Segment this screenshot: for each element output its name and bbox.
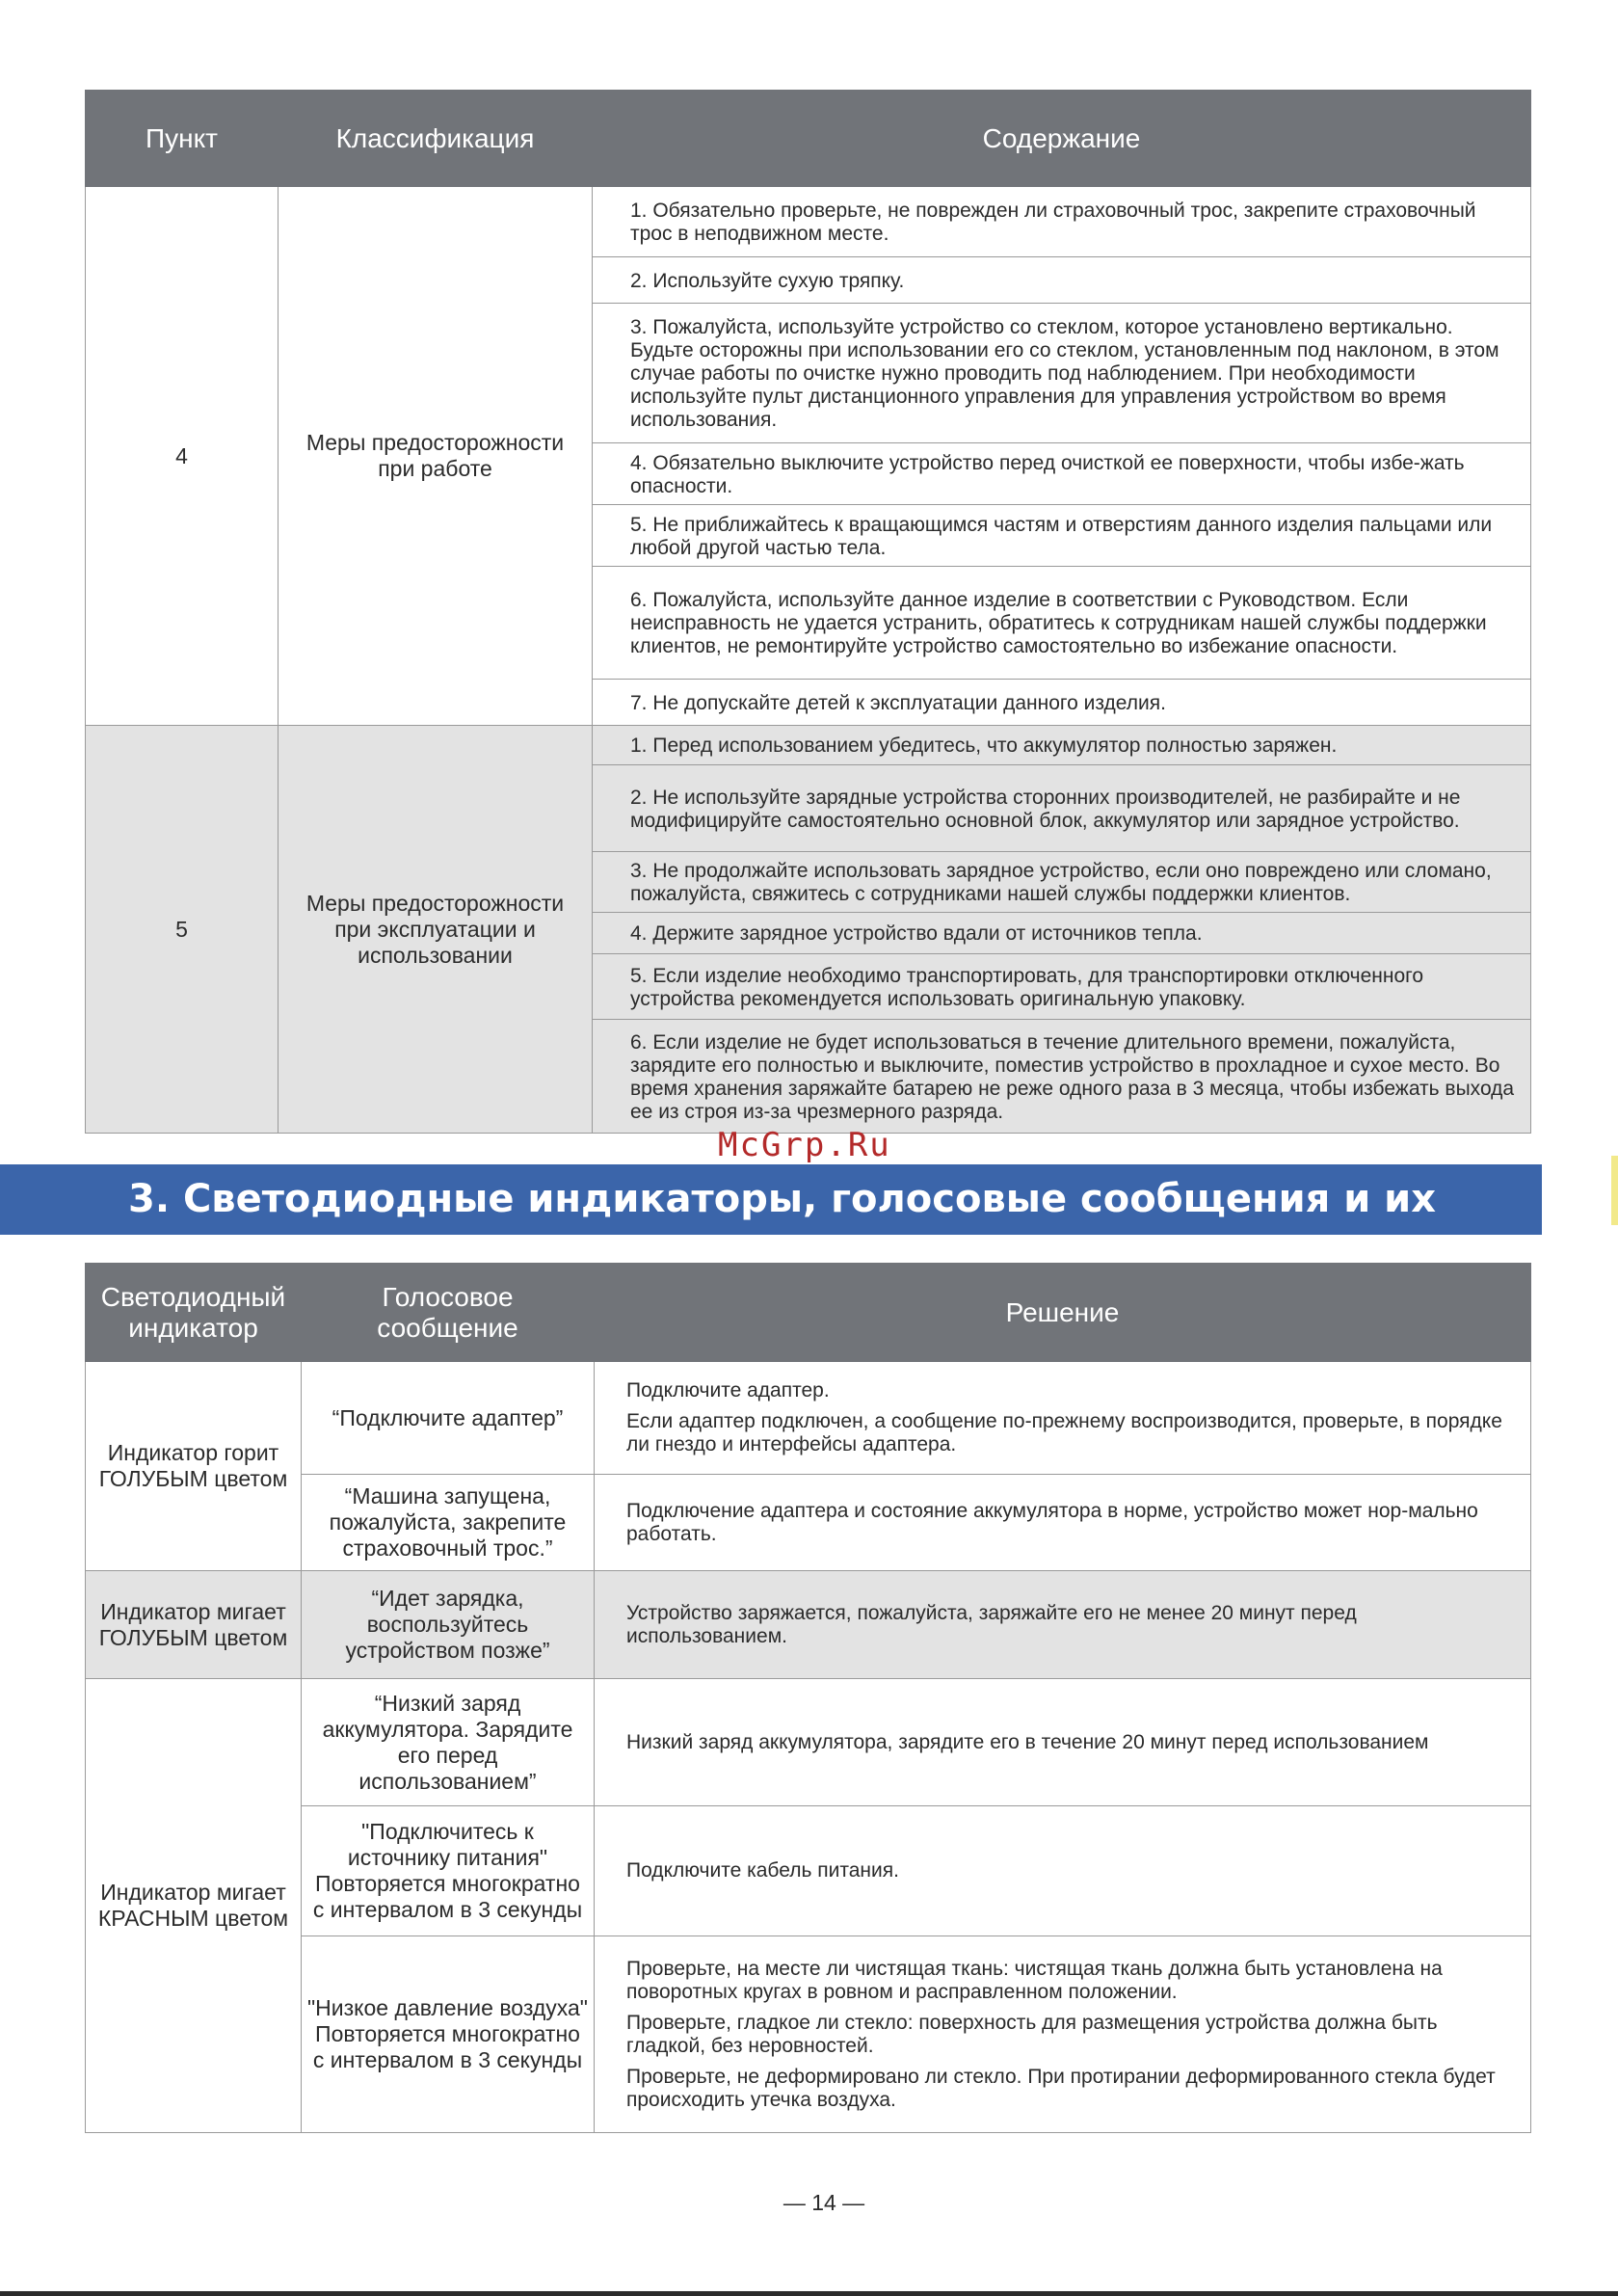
section-title: 3. Светодиодные индикаторы, голосовые сообщения и их xyxy=(0,1164,1542,1235)
header-solution: Решение xyxy=(595,1264,1531,1362)
solution-cell xyxy=(595,1936,1531,2133)
table-row xyxy=(86,726,1531,765)
solution-line: Подключите адаптер. xyxy=(626,1379,830,1402)
content-cell: 6. Если изделие не будет использоваться в течение длительного времени, пожалуйста, зарядите его полностью и выключите, поместив устройство в прохладное и сухое место. Во время хранения заряжайте батарею не реже одного раза в 3 месяца, чтобы избежать выхода ее из строя из-за чрезмерного разряда. xyxy=(593,1020,1531,1134)
classification-cell: Меры предосторожности при работе xyxy=(279,187,593,726)
solution-cell xyxy=(595,1475,1531,1571)
solution-line: Проверьте, не деформировано ли стекло. При протирании деформированного стекла будет происходить утечка воздуха. xyxy=(626,2065,1496,2111)
item-number: 4 xyxy=(86,187,279,726)
led-cell: Индикатор мигает КРАСНЫМ цветом xyxy=(86,1679,302,2133)
content-cell: 1. Перед использованием убедитесь, что аккумулятор полностью заряжен. xyxy=(593,726,1531,765)
item-number: 5 xyxy=(86,726,279,1134)
page-number: — 14 — xyxy=(782,2190,865,2215)
indicators-table xyxy=(85,1263,1531,2133)
table-row xyxy=(86,1806,1531,1936)
solution-line: Устройство заряжается, пожалуйста, заряжайте его не менее 20 минут перед использованием. xyxy=(626,1601,1357,1647)
table-row xyxy=(86,1571,1531,1679)
solution-cell xyxy=(595,1679,1531,1806)
solution-line: Подключите кабель питания. xyxy=(626,1859,899,1882)
table-row xyxy=(86,187,1531,257)
led-cell: Индикатор мигает ГОЛУБЫМ цветом xyxy=(86,1571,302,1679)
content-cell: 5. Если изделие необходимо транспортировать, для транспортировки отключенного устройства рекомендуется использовать оригинальную упаковку. xyxy=(593,954,1531,1020)
precautions-table xyxy=(85,90,1531,1134)
table-row xyxy=(86,1475,1531,1571)
solution-cell xyxy=(595,1571,1531,1679)
table-header-row xyxy=(86,1264,1531,1362)
header-content: Содержание xyxy=(593,91,1531,187)
solution-line: Проверьте, на месте ли чистящая ткань: чистящая ткань должна быть установлена на поворотных кругах в ровном и расправленном положении. xyxy=(626,1957,1443,2003)
header-item: Пункт xyxy=(86,91,279,187)
solution-line: Низкий заряд аккумулятора, зарядите его в течение 20 минут перед использованием xyxy=(626,1730,1429,1753)
voice-cell: "Низкое давление воздуха" Повторяется многократно с интервалом в 3 секунды xyxy=(302,1936,595,2133)
table-header-row xyxy=(86,91,1531,187)
content-cell: 1. Обязательно проверьте, не поврежден ли страховочный трос, закрепите страховочный трос в неподвижном месте. xyxy=(593,187,1531,257)
led-cell: Индикатор горит ГОЛУБЫМ цветом xyxy=(86,1362,302,1571)
content-cell: 7. Не допускайте детей к эксплуатации данного изделия. xyxy=(593,680,1531,726)
table-row xyxy=(86,1679,1531,1806)
header-led: Светодиодный индикатор xyxy=(86,1264,302,1362)
solution-cell xyxy=(595,1806,1531,1936)
header-classification: Классификация xyxy=(279,91,593,187)
edge-marker xyxy=(1611,1156,1618,1225)
table-row xyxy=(86,1362,1531,1475)
content-cell: 3. Пожалуйста, используйте устройство со стеклом, которое установлено вертикально. Будьте осторожны при использовании его со стеклом, установленным под наклоном, в этом случае работы по очистке нужно проводить под наблюдением. При необходимости используйте пульт дистанционного управления для управления устройством во время использования. xyxy=(593,304,1531,443)
voice-cell: “Идет зарядка, воспользуйтесь устройством позже” xyxy=(302,1571,595,1679)
watermark: McGrp.Ru xyxy=(718,1126,891,1164)
content-cell: 5. Не приближайтесь к вращающимся частям и отверстиям данного изделия пальцами или любой другой частью тела. xyxy=(593,505,1531,567)
content-cell: 4. Обязательно выключите устройство перед очисткой ее поверхности, чтобы избе-жать опасности. xyxy=(593,443,1531,505)
content-cell: 6. Пожалуйста, используйте данное изделие в соответствии с Руководством. Если неисправность не удается устранить, обратитесь к сотрудникам нашей службы поддержки клиентов, не ремонтируйте устройство самостоятельно во избежание опасности. xyxy=(593,567,1531,680)
content-cell: 2. Используйте сухую тряпку. xyxy=(593,257,1531,304)
voice-cell: “Подключите адаптер” xyxy=(302,1362,595,1475)
classification-cell: Меры предосторожности при эксплуатации и использовании xyxy=(279,726,593,1134)
header-voice: Голосовое сообщение xyxy=(302,1264,595,1362)
content-cell: 3. Не продолжайте использовать зарядное устройство, если оно повреждено или сломано, пожалуйста, свяжитесь с сотрудниками нашей службы поддержки клиентов. xyxy=(593,852,1531,913)
solution-line: Проверьте, гладкое ли стекло: поверхность для размещения устройства должна быть гладкой, без неровностей. xyxy=(626,2011,1438,2057)
content-cell: 4. Держите зарядное устройство вдали от источников тепла. xyxy=(593,913,1531,954)
solution-line: Если адаптер подключен, а сообщение по-прежнему воспроизводится, проверьте, в порядке ли гнездо и интерфейсы адаптера. xyxy=(626,1410,1502,1455)
table-row xyxy=(86,1936,1531,2133)
voice-cell: “Низкий заряд аккумулятора. Зарядите его перед использованием” xyxy=(302,1679,595,1806)
content-cell: 2. Не используйте зарядные устройства сторонних производителей, не разбирайте и не модифицируйте самостоятельно основной блок, аккумулятор или зарядное устройство. xyxy=(593,765,1531,852)
voice-cell: “Машина запущена, пожалуйста, закрепите страховочный трос.” xyxy=(302,1475,595,1571)
solution-cell xyxy=(595,1362,1531,1475)
voice-cell: "Подключитесь к источнику питания" Повторяется многократно с интервалом в 3 секунды xyxy=(302,1806,595,1936)
solution-line: Подключение адаптера и состояние аккумулятора в норме, устройство может нор-мально работать. xyxy=(626,1499,1478,1545)
bottom-rule xyxy=(0,2291,1618,2296)
